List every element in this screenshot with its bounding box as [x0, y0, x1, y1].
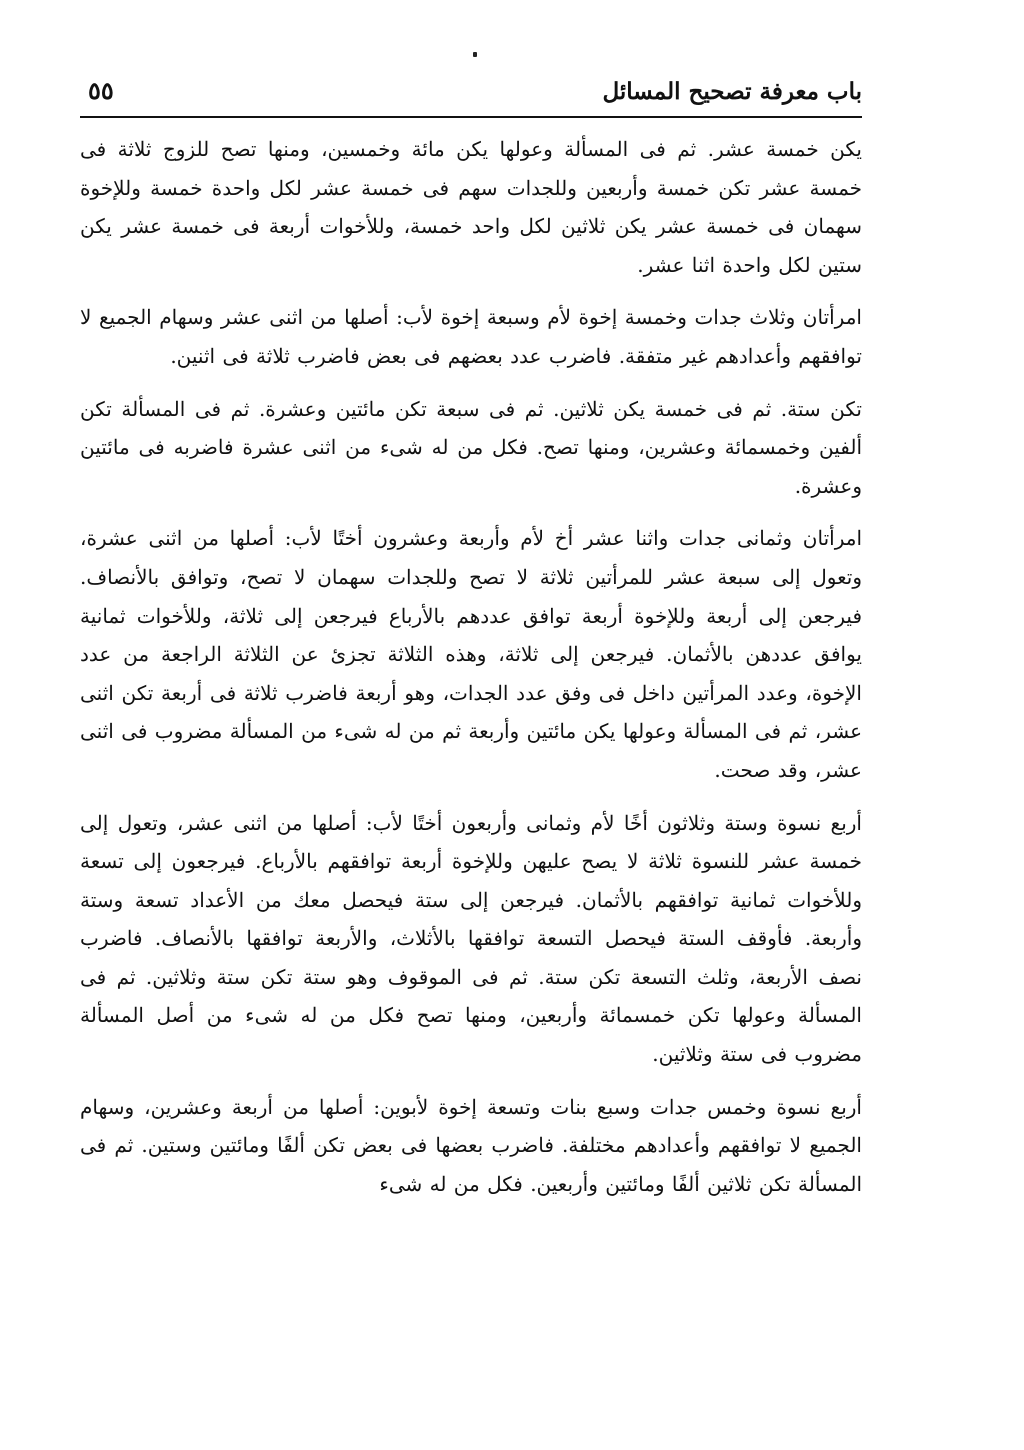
header-divider: [80, 116, 862, 118]
paragraph: أربع نسوة وخمس جدات وسبع بنات وتسعة إخوة لأبوين: أصلها من أربعة وعشرين، وسهام الجميع لا توافقهم وأعدادهم مختلفة. فاضرب بعضها فى بعض تكن ألفًا ومائتين وستين. ثم فى المسألة تكن ثلاثين ألفًا ومائتين وأربعين. فكل من له شىء: [80, 1094, 862, 1196]
body-text: [80, 130, 862, 1217]
paragraph: امرأتان وثمانى جدات واثنا عشر أخ لأم وأربعة وعشرون أختًا لأب: أصلها من اثنى عشرة، وتعول إلى سبعة عشر للمرأتين ثلاثة لا تصح وللجدات سهمان لا تصح، وتوافق بالأنصاف. فيرجعن إلى أربعة وللإخوة أربعة توافق عددهم بالأرباع فيرجعن إلى ثلاثة، وللأخوات ثمانية يوافق عددهن بالأثمان. فيرجعن إلى ثلاثة، وهذه الثلاثة تجزئ عن الثلاثة الراجعة من عدد الإخوة، وعدد المرأتين داخل فى وفق عدد الجدات، وهو أربعة فاضرب ثلاثة فى أربعة تكن اثنى عشر، ثم فى المسألة وعولها يكن مائتين وأربعة ثم من له شىء من المسألة مضروب فى اثنى عشر، وقد صحت.: [80, 526, 862, 782]
paragraph: يكن خمسة عشر. ثم فى المسألة وعولها يكن مائة وخمسين، ومنها تصح للزوج ثلاثة فى خمسة عشر تكن خمسة وأربعين وللجدات سهم فى خمسة عشر لكل واحدة خمسة وللإخوة سهمان فى خمسة عشر يكن ثلاثين لكل واحد خمسة، وللأخوات أربعة فى خمسة عشر يكن ستين لكل واحدة اثنا عشر.: [80, 137, 862, 277]
paragraph: أربع نسوة وستة وثلاثون أخًا لأم وثمانى وأربعون أختًا لأب: أصلها من اثنى عشر، وتعول إلى خمسة عشر للنسوة ثلاثة لا يصح عليهن وللإخوة أربعة توافقهم بالأرباع. فيرجعون إلى تسعة وللأخوات ثمانية توافقهم بالأثمان. فيرجعن إلى ستة فيحصل معك من الأعداد تسعة وستة وأربعة. فأوقف الستة فيحصل التسعة توافقها بالأثلاث، والأربعة توافقها بالأنصاف. فاضرب نصف الأربعة، وثلث التسعة تكن ستة. ثم فى الموقوف وهو ستة تكن ستة وثلاثين. ثم فى المسألة وعولها تكن خمسمائة وأربعين، ومنها تصح فكل من له شىء من أصل المسألة مضروب فى ستة وثلاثين.: [80, 810, 862, 1067]
chapter-title: باب معرفة تصحيح المسائل: [602, 78, 862, 105]
print-speck: [473, 52, 477, 57]
paragraph: امرأتان وثلاث جدات وخمسة إخوة لأم وسبعة إخوة لأب: أصلها من اثنى عشر وسهام الجميع لا توافقهم وأعدادهم غير متفقة. فاضرب عدد بعضهم فى بعض فاضرب ثلاثة فى اثنين.: [80, 305, 862, 368]
running-header: [80, 72, 862, 112]
paragraph: تكن ستة. ثم فى خمسة يكن ثلاثين. ثم فى سبعة تكن مائتين وعشرة. ثم فى المسألة تكن ألفين وخمسمائة وعشرين، ومنها تصح. فكل من له شىء من اثنى عشرة فاضربه فى مائتين وعشرة.: [80, 396, 862, 498]
page-number: ٥٥: [88, 76, 114, 105]
